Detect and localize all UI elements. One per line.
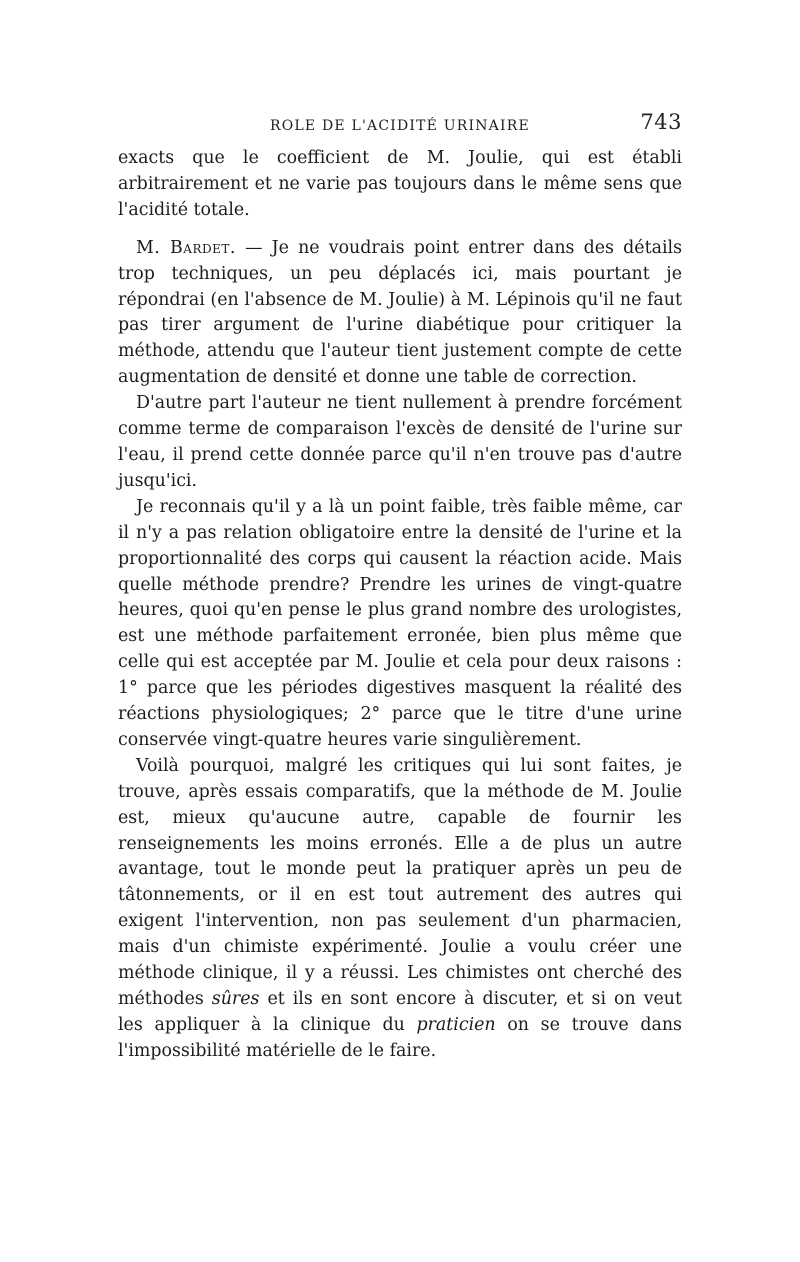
running-title: ROLE DE L'ACIDITÉ URINAIRE — [270, 118, 530, 134]
paragraph-bardet — [118, 236, 682, 391]
paragraph — [118, 754, 682, 1065]
paragraph-text: on se trouve dans l'impossibilité matérielle de le faire. — [118, 1014, 682, 1061]
speaker-name: M. Bardet. — [136, 237, 236, 258]
paragraph-text: exacts que le coefficient de M. Joulie, qui est établi arbitrairement et ne varie pas toujours dans le même sens que l'acidité totale. — [118, 148, 682, 220]
body-text — [118, 146, 682, 1065]
paragraph-text: D'autre part l'auteur ne tient nullement à prendre forcément comme terme de comparaison l'excès de densité de l'urine sur l'eau, il prend cette donnée parce qu'il n'en trouve pas d'autre jusqu'ici. — [118, 393, 682, 491]
paragraph-continuation — [118, 146, 682, 224]
italic-word: sûres — [211, 989, 260, 1009]
paragraph — [118, 391, 682, 495]
running-header — [118, 110, 682, 146]
document-page — [118, 110, 682, 1065]
paragraph-text: Voilà pourquoi, malgré les critiques qui lui sont faites, je trouve, après essais comparatifs, que la méthode de M. Joulie est, mieux qu'aucune autre, capable de fournir les renseignements les moins erronés. Elle a de plus un autre avantage, tout le monde peut la pratiquer après un peu de tâtonnements, or il en est tout autrement des autres qui exigent l'intervention, non pas seulement d'un pharmacien, mais d'un chimiste expérimenté. Joulie a voulu créer une méthode clinique, il y a réussi. Les chimistes ont cherché des méthodes — [118, 755, 682, 1009]
paragraph-text: Je reconnais qu'il y a là un point faible, très faible même, car il n'y a pas relation obligatoire entre la densité de l'urine et la proportionnalité des corps qui causent la réaction acide. Mais quelle méthode prendre? Prendre les urines de vingt-quatre heures, quoi qu'en pense le plus grand nombre des urologistes, est une méthode parfaitement erronée, bien plus même que celle qui est acceptée par M. Joulie et cela pour deux raisons : 1° parce que les périodes digestives masquent la réalité des réactions physiologiques; 2° parce que le titre d'une urine conservée vingt-quatre heures varie singulièrement. — [118, 496, 682, 750]
page-number: 743 — [640, 110, 682, 134]
paragraph-text: et ils en sont encore à discuter, et si on veut les appliquer à la clinique du — [118, 989, 682, 1035]
italic-word: praticien — [416, 1014, 496, 1035]
paragraph-text: — Je ne voudrais point entrer dans des détails trop techniques, un peu déplacés ici, mais pourtant je répondrai (en l'absence de M. Joulie) à M. Lépinois qu'il ne faut pas tirer argument de l'urine diabétique pour critiquer la méthode, attendu que l'auteur tient justement compte de cette augmentation de densité et donne une table de correction. — [118, 237, 682, 388]
paragraph — [118, 495, 682, 754]
